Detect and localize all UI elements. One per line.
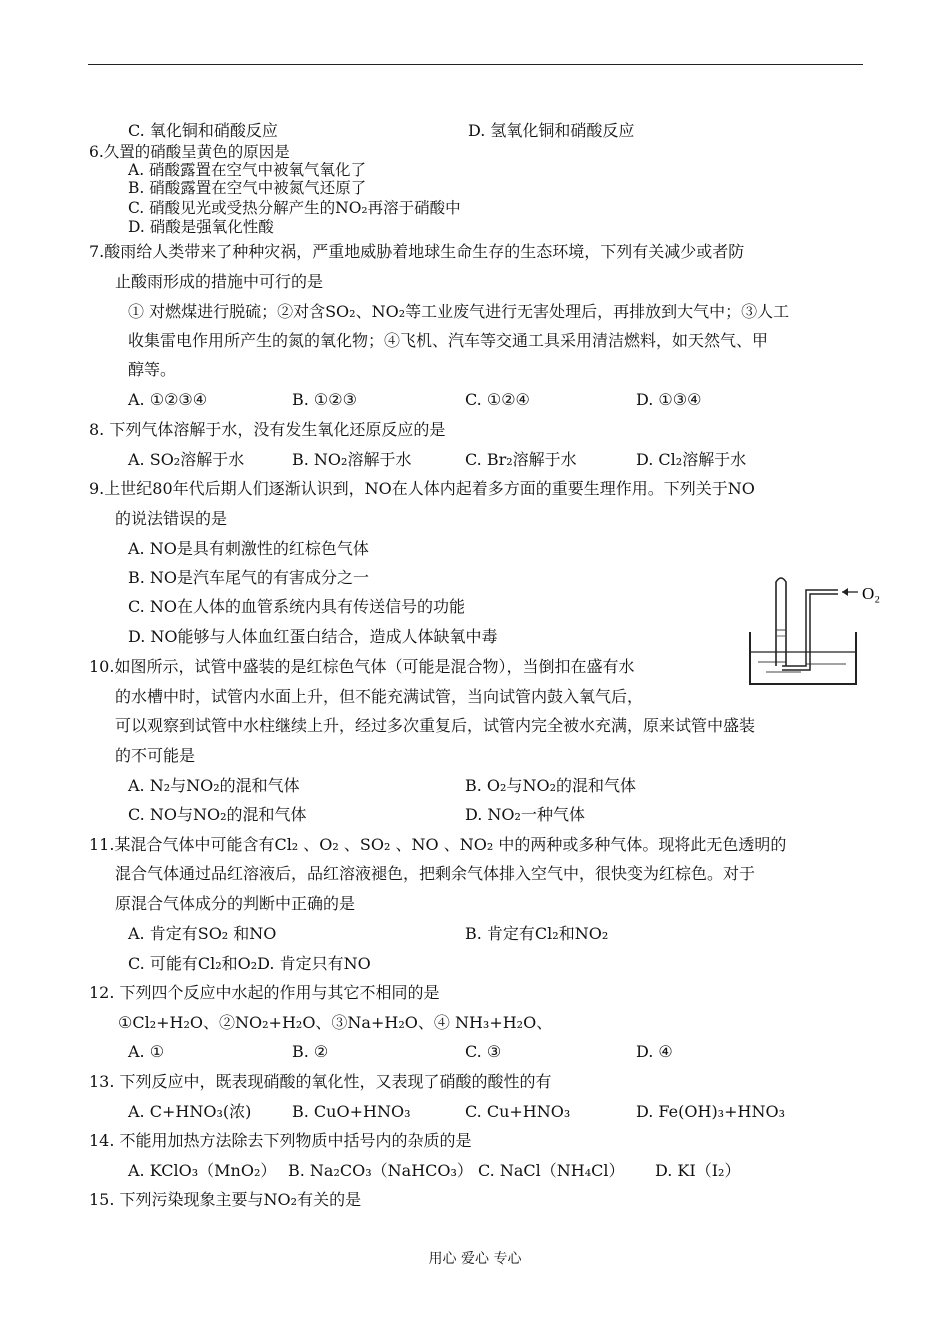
question-text: 混合气体通过品红溶液后，品红溶液褪色，把剩余气体排入空气中，很快变为红棕色。对于 — [115, 864, 756, 883]
option-text: B. 肯定有Cl₂和NO₂ — [465, 924, 609, 943]
question-text: 原混合气体成分的判断中正确的是 — [115, 894, 356, 913]
option-text: A. C+HNO₃(浓) — [128, 1102, 252, 1121]
option-text: A. NO是具有刺激性的红棕色气体 — [128, 539, 369, 558]
option-text: B. O₂与NO₂的混和气体 — [465, 776, 636, 795]
question-12: 12. 下列四个反应中水起的作用与其它不相同的是 — [89, 983, 440, 1002]
option-text: B. 硝酸露置在空气中被氮气还原了 — [128, 179, 367, 197]
question-text: 止酸雨形成的措施中可行的是 — [115, 272, 324, 291]
option-text: C. NO与NO₂的混和气体 — [128, 805, 307, 824]
option-text: B. Na₂CO₃（NaHCO₃） — [288, 1161, 473, 1180]
option-text: A. 硝酸露置在空气中被氧气氧化了 — [128, 161, 367, 179]
question-10: 10.如图所示，试管中盛装的是红棕色气体（可能是混合物），当倒扣在盛有水 — [89, 657, 635, 676]
option-text: B. NO是汽车尾气的有害成分之一 — [128, 568, 370, 587]
option-text: C. ①②④ — [465, 390, 530, 409]
option-text: D. Fe(OH)₃+HNO₃ — [636, 1102, 785, 1121]
option-text: D. 氢氧化铜和硝酸反应 — [468, 121, 635, 140]
o2-label: O₂ — [862, 584, 881, 603]
question-text: 的说法错误的是 — [115, 509, 228, 528]
option-text: C. 硝酸见光或受热分解产生的NO₂再溶于硝酸中 — [128, 199, 461, 217]
question-text: 醇等。 — [128, 360, 177, 379]
option-text: C. Br₂溶解于水 — [465, 450, 577, 469]
question-7: 7.酸雨给人类带来了种种灾祸，严重地威胁着地球生命生存的生态环境，下列有关减少或者防 — [89, 242, 745, 261]
option-text: B. ② — [292, 1042, 329, 1061]
option-text: A. SO₂溶解于水 — [128, 450, 245, 469]
option-text: D. 硝酸是强氧化性酸 — [128, 218, 274, 236]
option-text: C. 氧化铜和硝酸反应 — [128, 121, 278, 140]
option-text: B. NO₂溶解于水 — [292, 450, 412, 469]
option-text: C. 可能有Cl₂和O₂D. 肯定只有NO — [128, 954, 371, 973]
question-text: 的水槽中时，试管内水面上升，但不能充满试管，当向试管内鼓入氧气后， — [115, 687, 644, 706]
test-tube-figure — [746, 572, 906, 692]
question-13: 13. 下列反应中，既表现硝酸的氧化性，又表现了硝酸的酸性的有 — [89, 1072, 552, 1091]
question-8: 8. 下列气体溶解于水，没有发生氧化还原反应的是 — [89, 420, 446, 439]
option-text: C. NO在人体的血管系统内具有传送信号的功能 — [128, 597, 465, 616]
option-text: A. ① — [128, 1042, 165, 1061]
option-text: A. ①②③④ — [128, 390, 208, 409]
option-text: D. ④ — [636, 1042, 673, 1061]
option-text: D. ①③④ — [636, 390, 702, 409]
header-rule — [88, 64, 863, 65]
option-text: A. N₂与NO₂的混和气体 — [128, 776, 300, 795]
option-text: D. NO₂一种气体 — [465, 805, 585, 824]
question-15: 15. 下列污染现象主要与NO₂有关的是 — [89, 1190, 362, 1209]
question-9: 9.上世纪80年代后期人们逐渐认识到，NO在人体内起着多方面的重要生理作用。下列关于NO — [89, 479, 755, 498]
question-14: 14. 不能用加热方法除去下列物质中括号内的杂质的是 — [89, 1131, 472, 1150]
option-text: D. KI（I₂） — [655, 1161, 741, 1180]
question-6: 6.久置的硝酸呈黄色的原因是 — [89, 143, 290, 161]
question-text: 可以观察到试管中水柱继续上升，经过多次重复后，试管内完全被水充满，原来试管中盛装 — [115, 716, 756, 735]
option-text: C. NaCl（NH₄Cl） — [478, 1161, 625, 1180]
page-footer: 用心 爱心 专心 — [428, 1251, 522, 1267]
question-text: ① 对燃煤进行脱硫；②对含SO₂、NO₂等工业废气进行无害处理后，再排放到大气中；③人工 — [128, 302, 790, 321]
option-text: B. ①②③ — [292, 390, 357, 409]
option-text: C. ③ — [465, 1042, 502, 1061]
option-text: A. 肯定有SO₂ 和NO — [128, 924, 277, 943]
question-text: 收集雷电作用所产生的氮的氧化物；④飞机、汽车等交通工具采用清洁燃料，如天然气、甲 — [128, 331, 769, 350]
option-text: D. Cl₂溶解于水 — [636, 450, 747, 469]
option-text: B. CuO+HNO₃ — [292, 1102, 411, 1121]
option-text: A. KClO₃（MnO₂） — [128, 1161, 277, 1180]
question-11: 11.某混合气体中可能含有Cl₂ 、O₂ 、SO₂ 、NO 、NO₂ 中的两种或多种气体。现将此无色透明的 — [89, 835, 787, 854]
question-text: ①Cl₂+H₂O、②NO₂+H₂O、③Na+H₂O、④ NH₃+H₂O、 — [118, 1013, 553, 1032]
option-text: C. Cu+HNO₃ — [465, 1102, 571, 1121]
option-text: D. NO能够与人体血红蛋白结合，造成人体缺氧中毒 — [128, 627, 498, 646]
question-text: 的不可能是 — [115, 746, 196, 765]
